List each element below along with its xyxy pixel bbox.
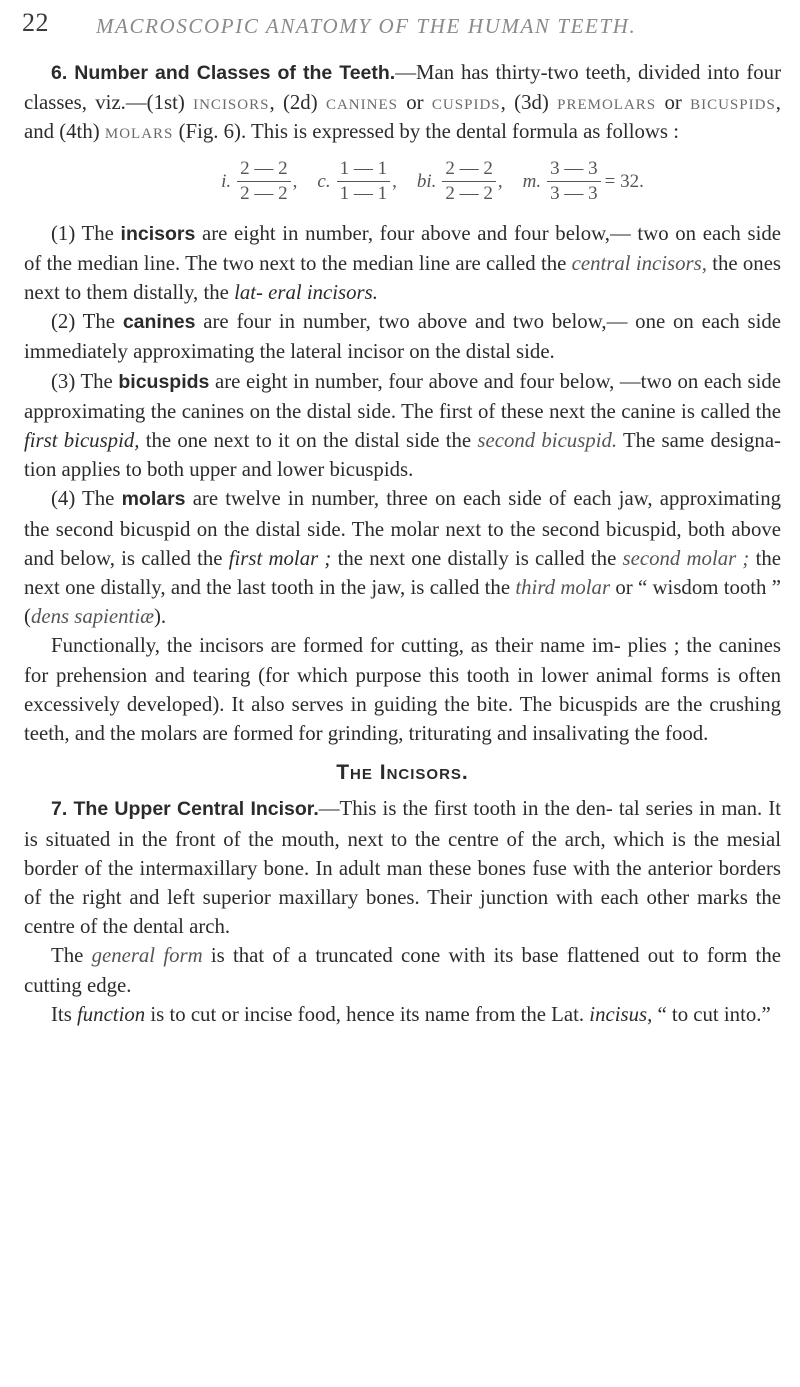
paragraph-general-form: The general form is that of a truncated cone with its base flattened out to form the cutting edge. xyxy=(24,944,781,997)
formula-canines: c. $\frac{1 — 1}{1 — 1}$ , xyxy=(317,158,397,205)
paragraph-incisors: (1) The incisors are eight in number, four above and four below,— two on each side of the median line. The two next to the median line are called the central incisors, the ones next to them distally, the lat- eral incisors. xyxy=(24,221,782,305)
page-body xyxy=(24,58,781,1029)
paragraph-number-and-classes: 6. Number and Classes of the Teeth.—Man has thirty-two teeth, divided into four classes, viz.—(1st) incisors, (2d) canines or cuspids, (3d) premolars or bicuspids, and (4th) molars (Fig. 6). This is expressed by the dental formula as follows : xyxy=(24,61,781,144)
paragraph-function-definition: Its function is to cut or incise food, hence its name from the Lat. incisus, “ to cut into.” xyxy=(51,1002,771,1026)
term-premolars: premolars xyxy=(557,91,657,115)
paragraph-upper-central-incisor: 7. The Upper Central Incisor.—This is the first tooth in the den- tal series in man. It is situated in the front of the mouth, next to the centre of the arch, which is the mesial border of the intermaxillary bone. In adult man these bones fuse with the anterior borders of the right and left superior maxillary bones. Their junction with each other marks the centre of the dental arch. xyxy=(24,797,781,939)
term-bicuspids: bicuspids xyxy=(690,91,776,115)
term-bold-molars: molars xyxy=(121,488,186,511)
page-number: 22 xyxy=(22,8,49,37)
paragraph-function: Functionally, the incisors are formed for cutting, as their name im- plies ; the canines for prehension and tearing (for which purpose this tooth in lower animal forms is often excessively developed). It also serves in guiding the bite. The bicuspids are the crushing teeth, and the molars are formed for grinding, triturating and insalivating the food. xyxy=(24,634,781,746)
formula-incisors: i. $\frac{2 — 2}{2 — 2}$ , xyxy=(221,158,298,205)
running-title: MACROSCOPIC ANATOMY OF THE HUMAN TEETH. xyxy=(96,14,637,38)
paragraph-bicuspids: (3) The bicuspids are eight in number, four above and four below, —two on each side approximating the canines on the distal side. The first of these next the canine is called the first bicuspid, the one next to it on the distal side the second bicuspid. The same designa- tion applies to both upper and lower bicuspids. xyxy=(24,369,781,482)
term-molars: molars xyxy=(104,120,174,144)
formula-total: = 32. xyxy=(604,171,644,192)
paragraph-canines: (2) The canines are four in number, two above and two below,— one on each side immediately approximating the lateral incisor on the distal side. xyxy=(24,310,782,364)
term-bold-canines: canines xyxy=(122,311,196,334)
dental-formula xyxy=(24,149,781,215)
page-header xyxy=(0,8,800,48)
paragraph-molars: (4) The molars are twelve in number, three on each side of each jaw, approximating the second bicuspid on the distal side. The molar next to the second bicuspid, both above and below, is called the first molar ; the next one distally is called the second molar ; the next one distally, and the last tooth in the jaw, is called the third molar or “ wisdom tooth ” (dens sapientiæ). xyxy=(24,487,782,629)
term-canines: canines xyxy=(325,91,398,115)
term-cuspids: cuspids xyxy=(431,91,501,115)
section-title-incisors: The Incisors. xyxy=(336,761,469,785)
section-6-heading: 6. Number and Classes of the Teeth. xyxy=(51,62,396,84)
formula-molars: m. $\frac{3 — 3}{3 — 3}$ = 32. xyxy=(522,158,644,205)
term-bold-bicuspids: bicuspids xyxy=(118,370,210,393)
term-incisors: incisors xyxy=(193,91,270,115)
section-7-heading: 7. The Upper Central Incisor. xyxy=(51,798,319,821)
formula-bicuspids: bi. $\frac{2 — 2}{2 — 2}$ , xyxy=(416,158,503,205)
term-bold-incisors: incisors xyxy=(120,222,196,245)
